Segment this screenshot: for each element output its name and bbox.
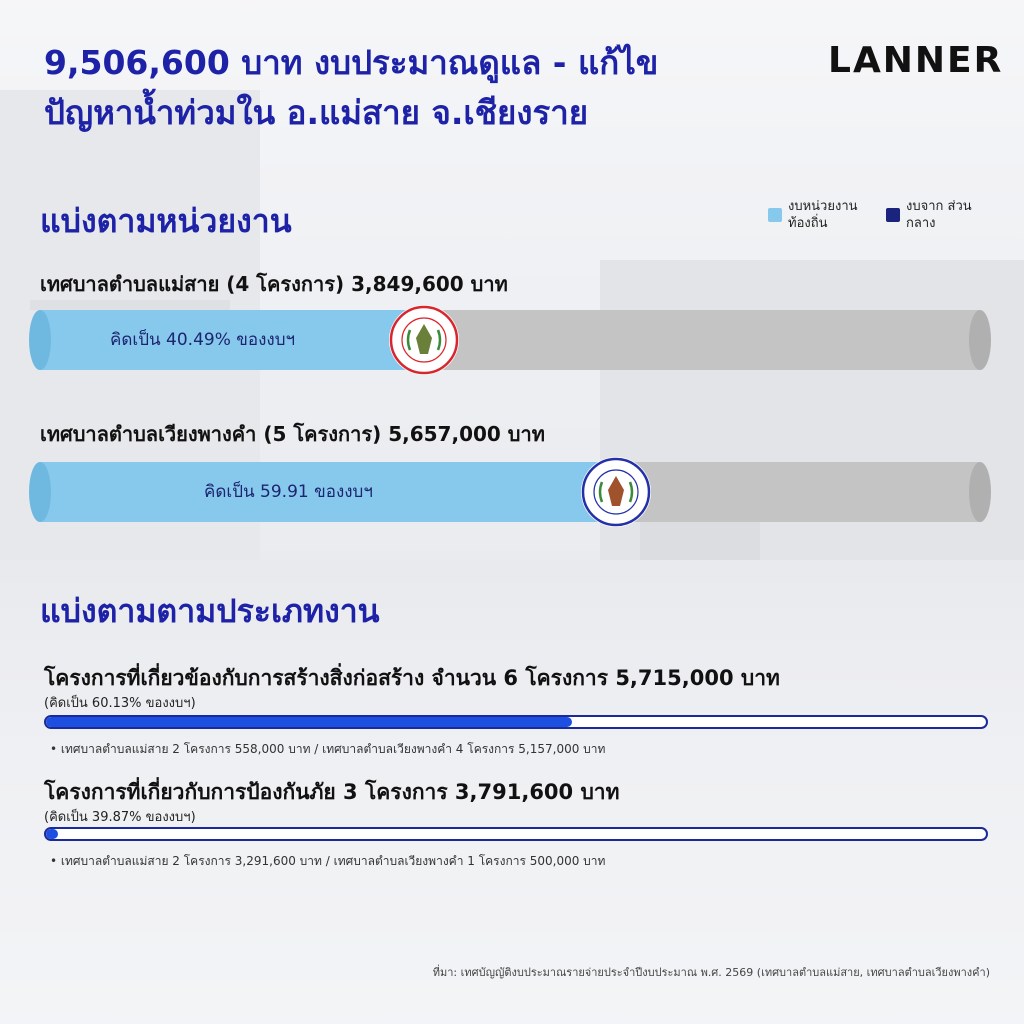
lanner-logo: LANNER — [828, 40, 1004, 81]
mae-sai-seal-graphic — [388, 304, 460, 376]
bar-track-cap-wiang-phang-kham — [969, 462, 991, 522]
type-pct-construction: (คิดเป็น 60.13% ของงบฯ) — [44, 696, 196, 711]
progress-bar-prevention — [44, 827, 988, 841]
legend-label-local: งบหน่วยงาน ท้องถิ่น — [788, 199, 858, 231]
unit-bar-mae-sai — [32, 310, 992, 370]
type-title-prevention: โครงการที่เกี่ยวกับการป้องกันภัย 3 โครงการ 3,791,600 บาท — [44, 780, 620, 804]
bar-fill-cap-mae-sai — [29, 310, 51, 370]
progress-fill-construction — [46, 717, 572, 727]
unit-label-wiang-phang-kham: เทศบาลตำบลเวียงพางคำ (5 โครงการ) 5,657,000 บาท — [40, 422, 545, 446]
legend-swatch-local — [768, 208, 782, 222]
legend-swatch-central — [886, 208, 900, 222]
source-note: ที่มา: เทศบัญญัติงบประมาณรายจ่ายประจำปีงบประมาณ พ.ศ. 2569 (เทศบาลตำบลแม่สาย, เทศบาลตำบลเวียงพางคำ) — [432, 966, 990, 979]
progress-bar-construction — [44, 715, 988, 729]
unit-label-mae-sai: เทศบาลตำบลแม่สาย (4 โครงการ) 3,849,600 บาท — [40, 272, 508, 296]
section-heading-by-type: แบ่งตามตามประเภทงาน — [40, 592, 380, 630]
unit-bar-wiang-phang-kham — [32, 462, 992, 522]
chart-legend — [768, 198, 988, 242]
note-construction: • เทศบาลตำบลแม่สาย 2 โครงการ 558,000 บาท / เทศบาลตำบลเวียงพางคำ 4 โครงการ 5,157,000 บาท — [50, 742, 606, 756]
mae-sai-seal-icon — [388, 304, 460, 376]
bar-fill-cap-wiang-phang-kham — [29, 462, 51, 522]
note-prevention: • เทศบาลตำบลแม่สาย 2 โครงการ 3,291,600 บาท / เทศบาลตำบลเวียงพางคำ 1 โครงการ 500,000 บาท — [50, 854, 606, 868]
wiang-phang-kham-seal-graphic — [580, 456, 652, 528]
bar-track-cap-mae-sai — [969, 310, 991, 370]
page-title — [44, 38, 764, 138]
title-line-2: ปัญหาน้ำท่วมใน อ.แม่สาย จ.เชียงราย — [44, 93, 589, 132]
cylinder-wiang-phang-kham — [29, 462, 991, 522]
title-line-1: 9,506,600 บาท งบประมาณดูแล - แก้ไข — [44, 43, 659, 82]
type-title-construction: โครงการที่เกี่ยวข้องกับการสร้างสิ่งก่อสร้าง จำนวน 6 โครงการ 5,715,000 บาท — [44, 666, 780, 690]
legend-label-central: งบจาก ส่วนกลาง — [906, 199, 972, 231]
unit-bar-wiang-phang-kham-graphic — [32, 462, 992, 522]
type-pct-prevention: (คิดเป็น 39.87% ของงบฯ) — [44, 810, 196, 825]
wiang-phang-kham-seal-icon — [580, 456, 652, 528]
unit-bar-label-mae-sai: คิดเป็น 40.49% ของงบฯ — [110, 330, 296, 350]
section-heading-by-unit: แบ่งตามหน่วยงาน — [40, 202, 292, 240]
unit-bar-label-wiang-phang-kham: คิดเป็น 59.91 ของงบฯ — [204, 482, 373, 502]
progress-fill-prevention — [46, 829, 58, 839]
